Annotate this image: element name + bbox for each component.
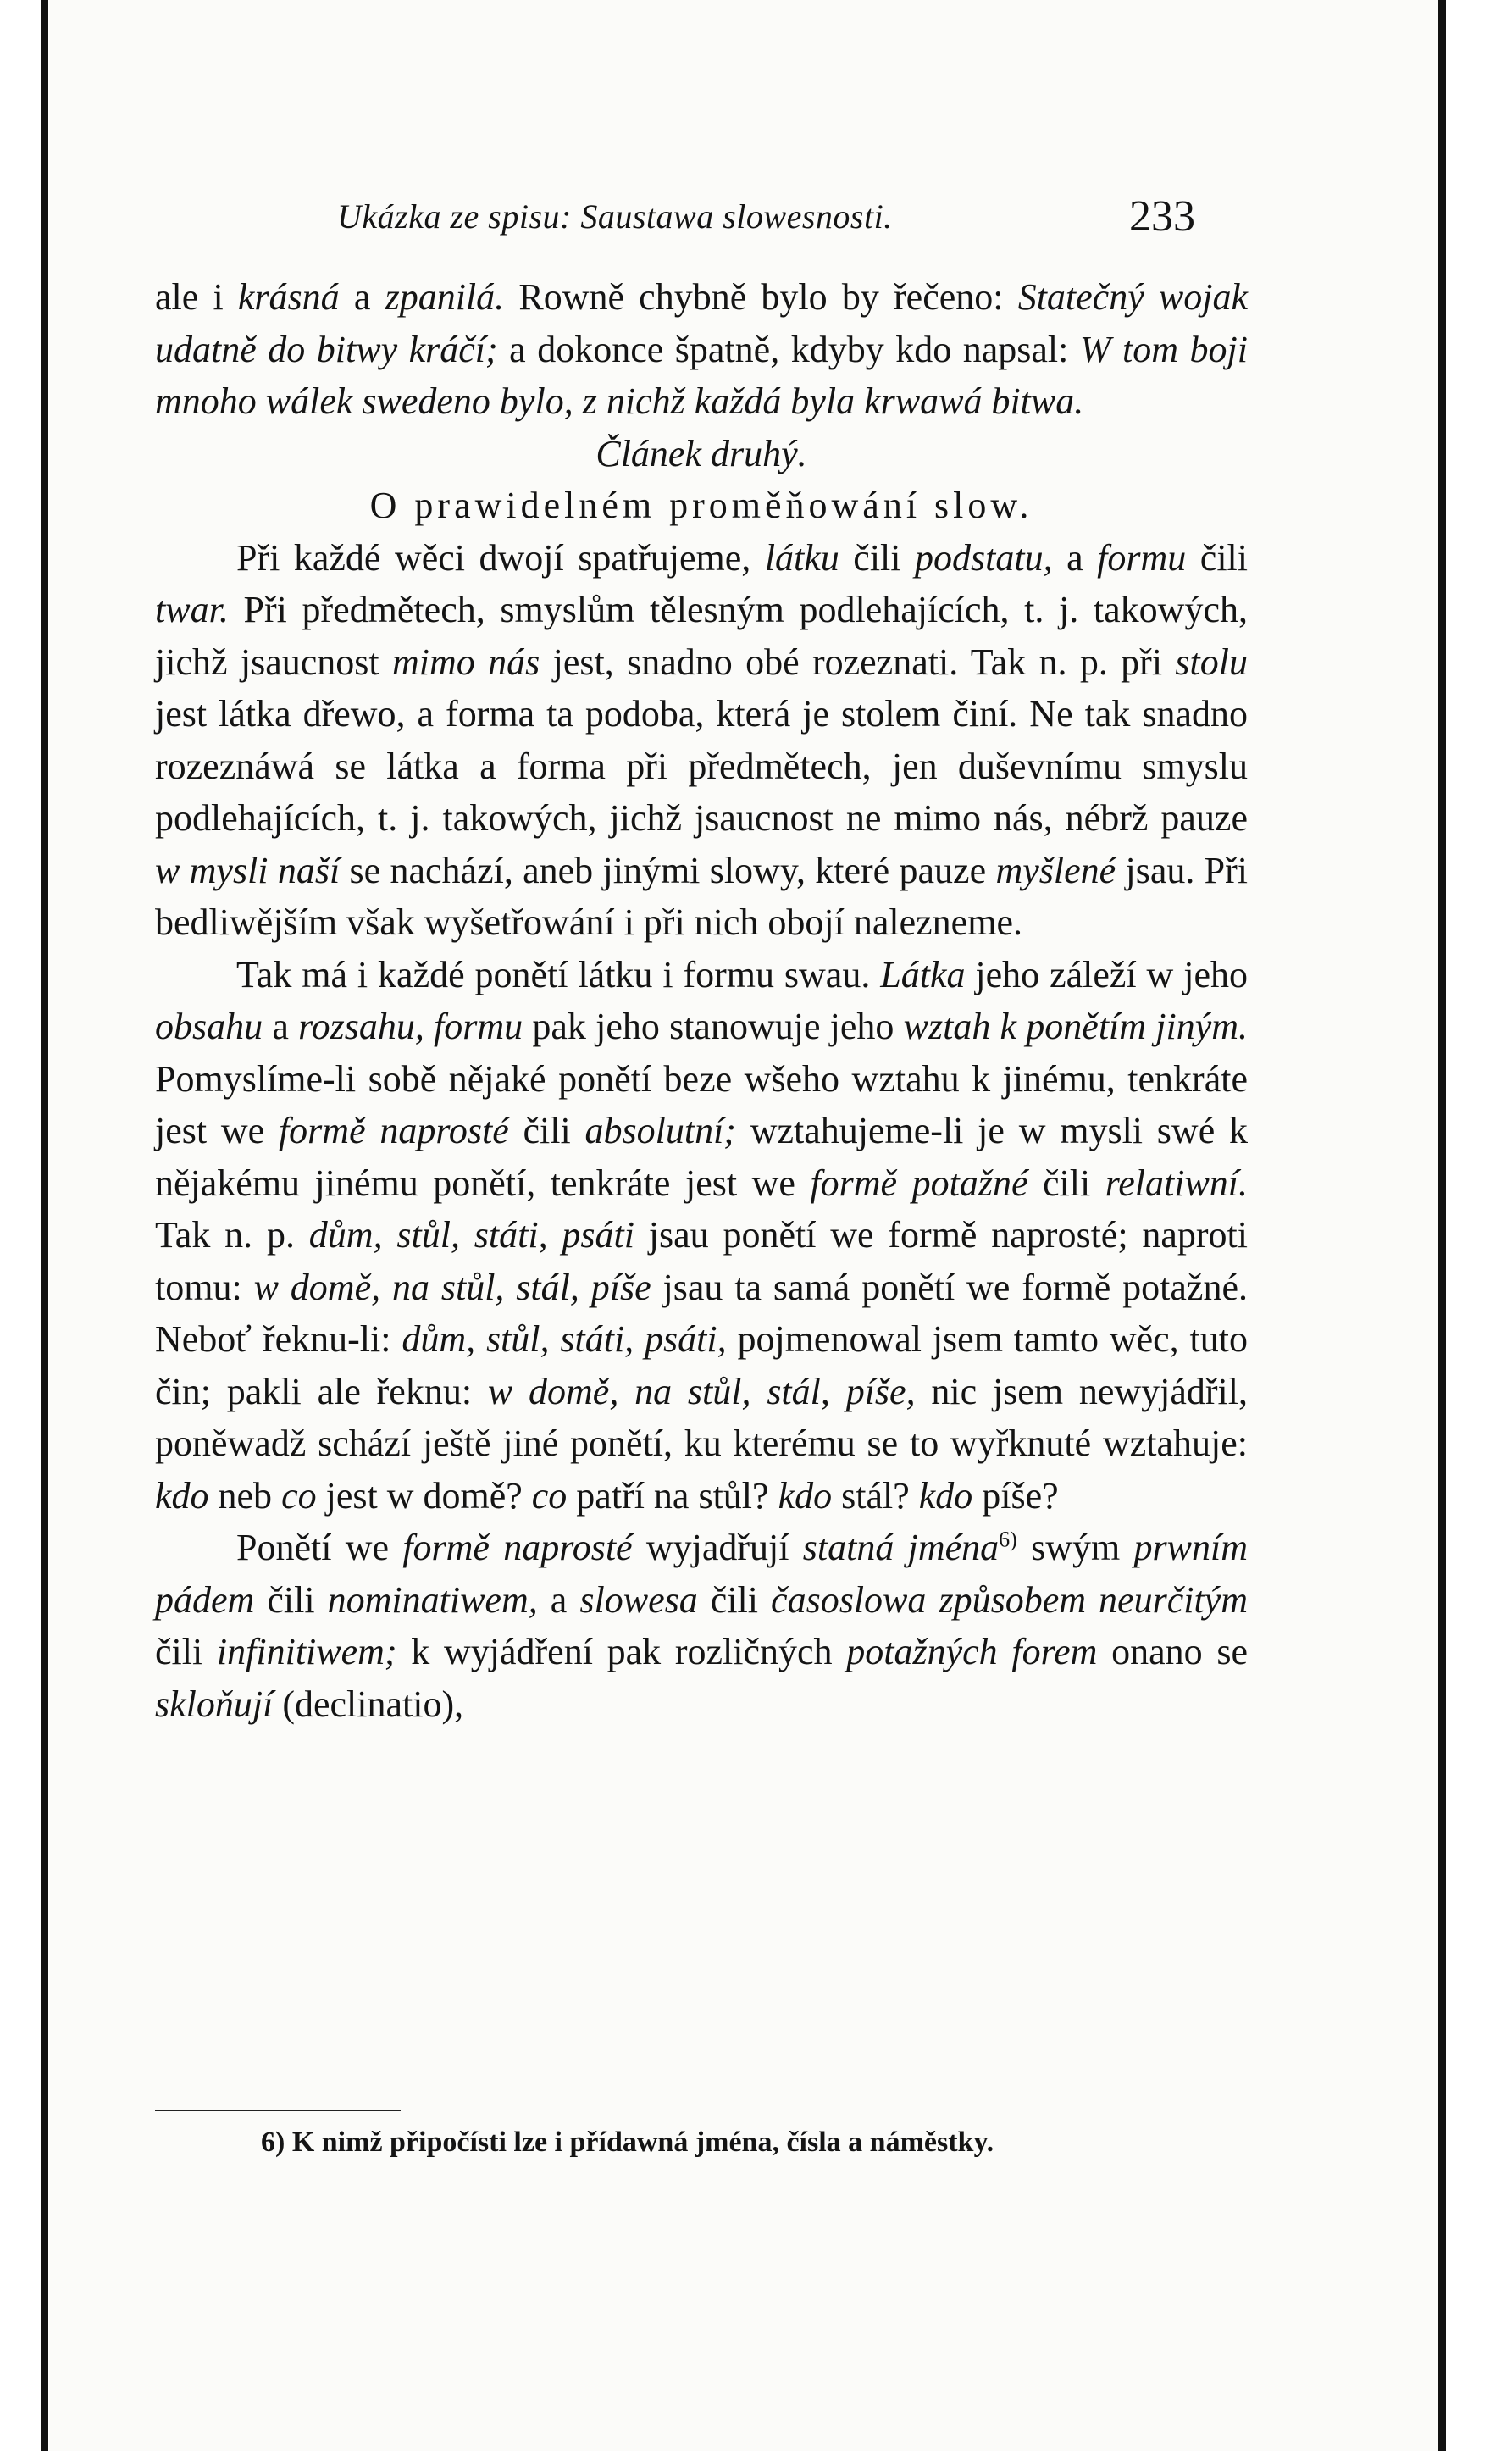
italic-text: infinitiwem; [216,1631,397,1672]
footnote: 6) K nimž připočísti lze i přídawná jména, čísla a náměstky. [261,2127,994,2158]
italic-text: potažných forem [846,1631,1098,1672]
text: píše? [972,1474,1059,1517]
italic-text: krásná [237,276,340,318]
text: čili [839,536,916,579]
italic-text: stolu [1175,640,1248,683]
running-head: Ukázka ze spisu: Saustawa slowesnosti. [337,197,893,236]
italic-text: formu [1097,536,1187,579]
italic-text: formě potažné [810,1162,1028,1204]
book-page [49,0,1438,2451]
italic-text: statná jména [802,1527,1000,1568]
paragraph-continued [155,271,1248,428]
text: a [537,1578,580,1621]
text: pak jeho stanowuje jeho [523,1006,904,1047]
italic-text: myšlené [995,849,1116,891]
section-title: O prawidelném proměňowání slow. [369,485,1033,526]
text: jest, snadno obé rozeznati. Tak n. p. při [540,640,1176,683]
text: a dokonce špatně, kdyby kdo napsal: [497,328,1080,370]
italic-text: mimo nás [391,640,540,683]
page-body [155,271,1248,1730]
italic-text: Statečný wojak udatně do bitwy kráčí; [155,276,1249,370]
italic-text: kdo [778,1474,833,1517]
text: patří na stůl? [567,1474,778,1517]
text: nic jsem newyjádřil, poněwadž schází ještě jiné ponětí, ku kterému se to wyřknuté wztahuje: [155,1370,1249,1464]
italic-text: co [281,1474,317,1517]
italic-text: časoslowa způsobem neurčitým [771,1578,1248,1621]
paragraph-2 [155,949,1248,1522]
italic-text: rozsahu, formu [298,1006,523,1047]
section-heading: Článek druhý. [595,432,807,474]
text: čili [155,1631,217,1672]
italic-text: podstatu, [915,536,1053,579]
scan-edge-right [1438,0,1446,2451]
italic-text: absolutní; [584,1110,736,1151]
italic-text: w domě, na stůl, stál, píše [253,1266,651,1308]
text: čili [1186,536,1249,579]
text: Při předmětech, smyslům tělesným podlehajících, t. j. takowých, jichž jsaucnost [155,589,1248,683]
italic-text: skloňují [155,1683,274,1725]
italic-text: prwním pádem [155,1527,1248,1621]
italic-text: nominatiwem, [327,1578,538,1621]
text: stál? [832,1474,919,1517]
italic-text: relatiwní. [1105,1162,1249,1204]
page-header [49,191,1438,242]
text: pojmenowal jsem tamto wěc, tuto čin; pakli ale řeknu: [155,1318,1248,1412]
text: Tak má i každé ponětí látku i formu swau. [236,953,881,995]
italic-text: kdo [918,1474,973,1517]
text: neb [208,1474,282,1517]
footnote-rule [155,2110,401,2111]
text: a [263,1006,299,1047]
italic-text: kdo [155,1474,209,1517]
text: se nachází, aneb jinými slowy, které pauze [340,849,996,891]
text: čili [508,1110,585,1151]
text: k wyjádření pak rozličných [396,1631,847,1672]
italic-text: dům, stůl, státi, psáti [308,1214,634,1256]
text: a [1052,536,1098,579]
scan-edge-left [41,0,48,2451]
italic-text: co [531,1474,568,1517]
italic-text: slowesa [579,1578,698,1621]
text: swým [1016,1527,1134,1568]
text: jsau. Při bedliwějším však wyšetřowání i při nich obojí nalezneme. [155,849,1249,943]
italic-text: dům, stůl, státi, psáti, [402,1318,727,1360]
italic-text: obsahu [155,1006,263,1047]
text: ale i [155,276,238,318]
text: Pomyslíme-li sobě nějaké ponětí beze wšeho wztahu k jinému, tenkráte jest we [155,1057,1248,1151]
italic-text: twar. [155,589,229,630]
text: jeho záleží w jeho [965,953,1248,995]
text: jsau ponětí we formě naprosté; naproti tomu: [155,1214,1248,1308]
text: wyjadřují [632,1527,803,1568]
text: Ponětí we [236,1527,403,1568]
text: jest látka dřewo, a forma ta podoba, která je stolem činí. Ne tak snadno rozeznáwá se látka a forma při předmětech, jen duševnímu smyslu podlehajících, t. j. takowých, jichž jsaucnost ne mimo nás, nébrž pauze [155,693,1248,839]
italic-text: w mysli naší [155,849,341,891]
text: onano se [1097,1631,1249,1672]
text: wztahujeme-li je w mysli swé k nějakému jinému ponětí, tenkráte jest we [155,1110,1249,1204]
italic-text: Látka [880,953,966,995]
text: (declinatio), [273,1683,464,1725]
text: Rowně chybně bylo by řečeno: [504,276,1018,318]
footnote-marker[interactable]: 6) [999,1527,1017,1552]
italic-text: w domě, na stůl, stál, píše, [487,1370,916,1412]
text: Při každé wěci dwojí spatřujeme, [236,536,765,579]
text: čili [1027,1162,1105,1204]
italic-text: W tom boji mnoho wálek swedeno bylo, z nichž každá byla krwawá bitwa. [155,328,1248,422]
italic-text: wztah k ponětím jiným. [903,1006,1249,1047]
italic-text: formě naprosté [278,1110,509,1151]
text: a [339,276,385,318]
text: čili [254,1578,328,1621]
italic-text: látku [764,536,839,579]
text: čili [697,1578,772,1621]
text: jest w domě? [316,1474,532,1517]
italic-text: formě naprosté [402,1527,633,1568]
italic-text: zpanilá. [385,276,505,318]
page-number: 233 [1129,192,1195,241]
text: jsau ta samá ponětí we formě potažné. Neboť řeknu-li: [155,1266,1248,1360]
text: Tak n. p. [155,1214,309,1256]
paragraph-1 [155,532,1248,949]
paragraph-3 [155,1522,1248,1730]
